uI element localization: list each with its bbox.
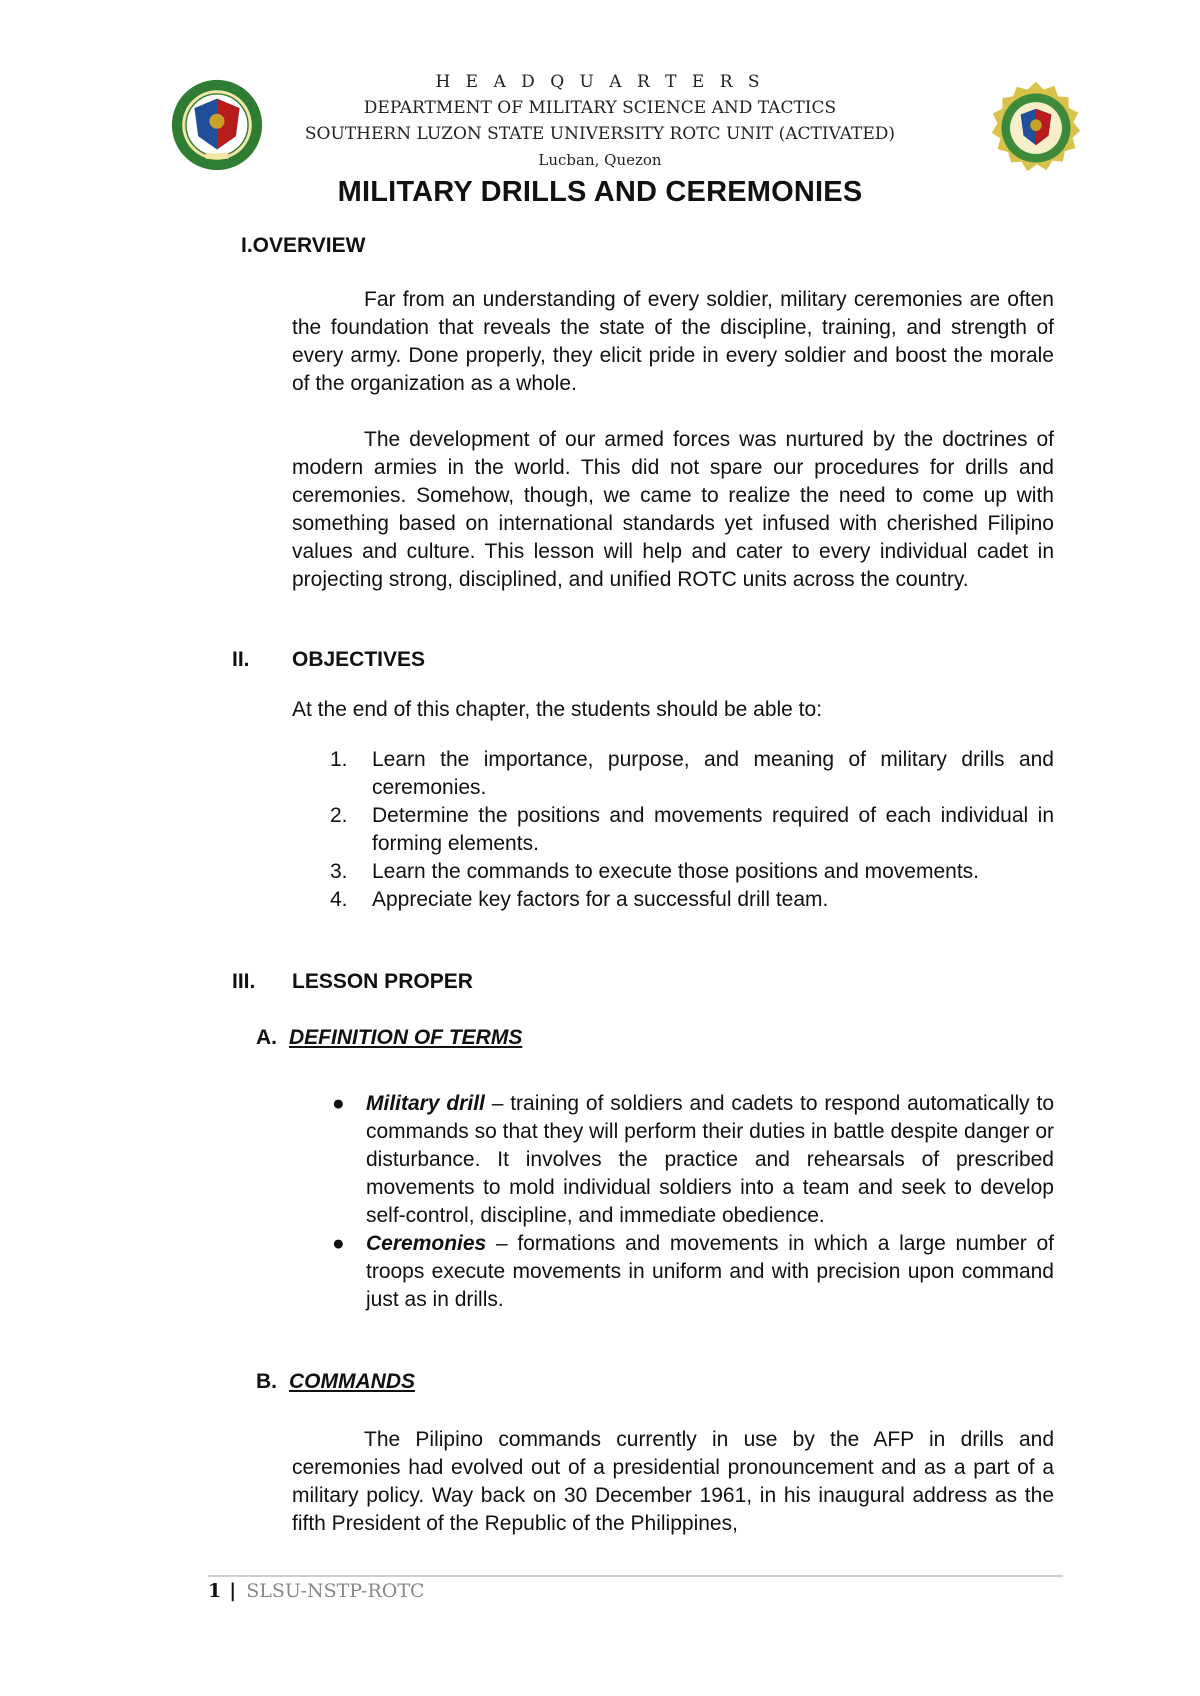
list-item xyxy=(330,886,1054,914)
objectives-intro: At the end of this chapter, the students should be able to: xyxy=(292,698,823,721)
list-item-number: 2. xyxy=(330,804,348,827)
list-item-text: Learn the importance, purpose, and meaning of military drills and ceremonies. xyxy=(372,748,1054,799)
section-a-heading xyxy=(256,1026,522,1050)
header-headquarters: H E A D Q U A R T E R S xyxy=(435,72,765,92)
lesson-heading: LESSON PROPER xyxy=(292,970,473,993)
list-item-text: Determine the positions and movements required of each individual in forming elements. xyxy=(372,804,1054,855)
section-a-letter: A. xyxy=(256,1026,277,1049)
definition-list xyxy=(330,1090,1054,1314)
list-item xyxy=(330,1230,1054,1314)
rotc-unit-seal-logo xyxy=(988,80,1084,176)
overview-paragraph-2-text: The development of our armed forces was nurtured by the doctrines of modern armies in the world. This did not spare our procedures for drills and ceremonies. Somehow, though, we came to realize the need to come up with something based on international standards yet infused with cherished Filipino values and culture. This lesson will help and cater to every individual cadet in projecting strong, disciplined, and unified ROTC units across the country. xyxy=(292,428,1054,591)
footer-label: SLSU-NSTP-ROTC xyxy=(246,1580,425,1602)
overview-paragraph-2 xyxy=(292,426,1054,594)
definition-text: – training of soldiers and cadets to respond automatically to commands so that they will perform their duties in battle despite danger or disturbance. It involves the practice and rehearsals of prescribed movements to mold individual soldiers into a team and seek to develop self-control, discipline, and immediate obedience. xyxy=(366,1092,1055,1227)
overview-paragraph-1-text: Far from an understanding of every soldier, military ceremonies are often the foundation that reveals the state of the discipline, training, and strength of every army. Done properly, they elicit pride in every soldier and boost the morale of the organization as a whole. xyxy=(292,288,1054,395)
objectives-list xyxy=(330,746,1054,914)
section-b-letter: B. xyxy=(256,1370,277,1393)
section-b-title: COMMANDS xyxy=(289,1370,415,1393)
page-number: 1 xyxy=(208,1580,222,1602)
bullet-icon: ● xyxy=(332,1092,345,1115)
list-item xyxy=(330,746,1054,802)
list-item-number: 4. xyxy=(330,888,348,911)
bullet-icon: ● xyxy=(332,1232,345,1255)
definition-text: – formations and movements in which a large number of troops execute movements in uniform and with precision upon command just as in drills. xyxy=(366,1232,1054,1311)
definition-term: Ceremonies xyxy=(366,1232,487,1255)
objectives-heading: OBJECTIVES xyxy=(292,648,426,671)
objectives-number: II. xyxy=(232,648,250,671)
overview-paragraph-1 xyxy=(292,286,1054,398)
list-item-text: Appreciate key factors for a successful drill team. xyxy=(372,888,829,911)
page-footer xyxy=(208,1580,425,1602)
list-item xyxy=(330,1090,1054,1230)
header-university-unit: SOUTHERN LUZON STATE UNIVERSITY ROTC UNIT (ACTIVATED) xyxy=(304,124,896,144)
list-item-text: Learn the commands to execute those positions and movements. xyxy=(372,860,980,883)
document-title: MILITARY DRILLS AND CEREMONIES xyxy=(337,176,863,208)
list-item xyxy=(330,802,1054,858)
header-location: Lucban, Quezon xyxy=(538,151,662,169)
footer-divider xyxy=(208,1575,1063,1577)
commands-paragraph-text: The Pilipino commands currently in use by the AFP in drills and ceremonies had evolved out of a presidential pronouncement and as a part of a military policy. Way back on 30 December 1961, in his inaugural address as the fifth President of the Republic of the Philippines, xyxy=(292,1428,1054,1535)
list-item xyxy=(330,858,1054,886)
overview-heading: I.OVERVIEW xyxy=(241,234,366,257)
commands-paragraph xyxy=(292,1426,1054,1538)
definition-term: Military drill xyxy=(366,1092,485,1115)
lesson-number: III. xyxy=(232,970,256,993)
section-b-heading xyxy=(256,1370,415,1394)
list-item-number: 1. xyxy=(330,748,348,771)
header-department: DEPARTMENT OF MILITARY SCIENCE AND TACTICS xyxy=(363,98,837,118)
section-a-title: DEFINITION OF TERMS xyxy=(289,1026,523,1049)
list-item-number: 3. xyxy=(330,860,348,883)
footer-separator: | xyxy=(229,1580,237,1602)
